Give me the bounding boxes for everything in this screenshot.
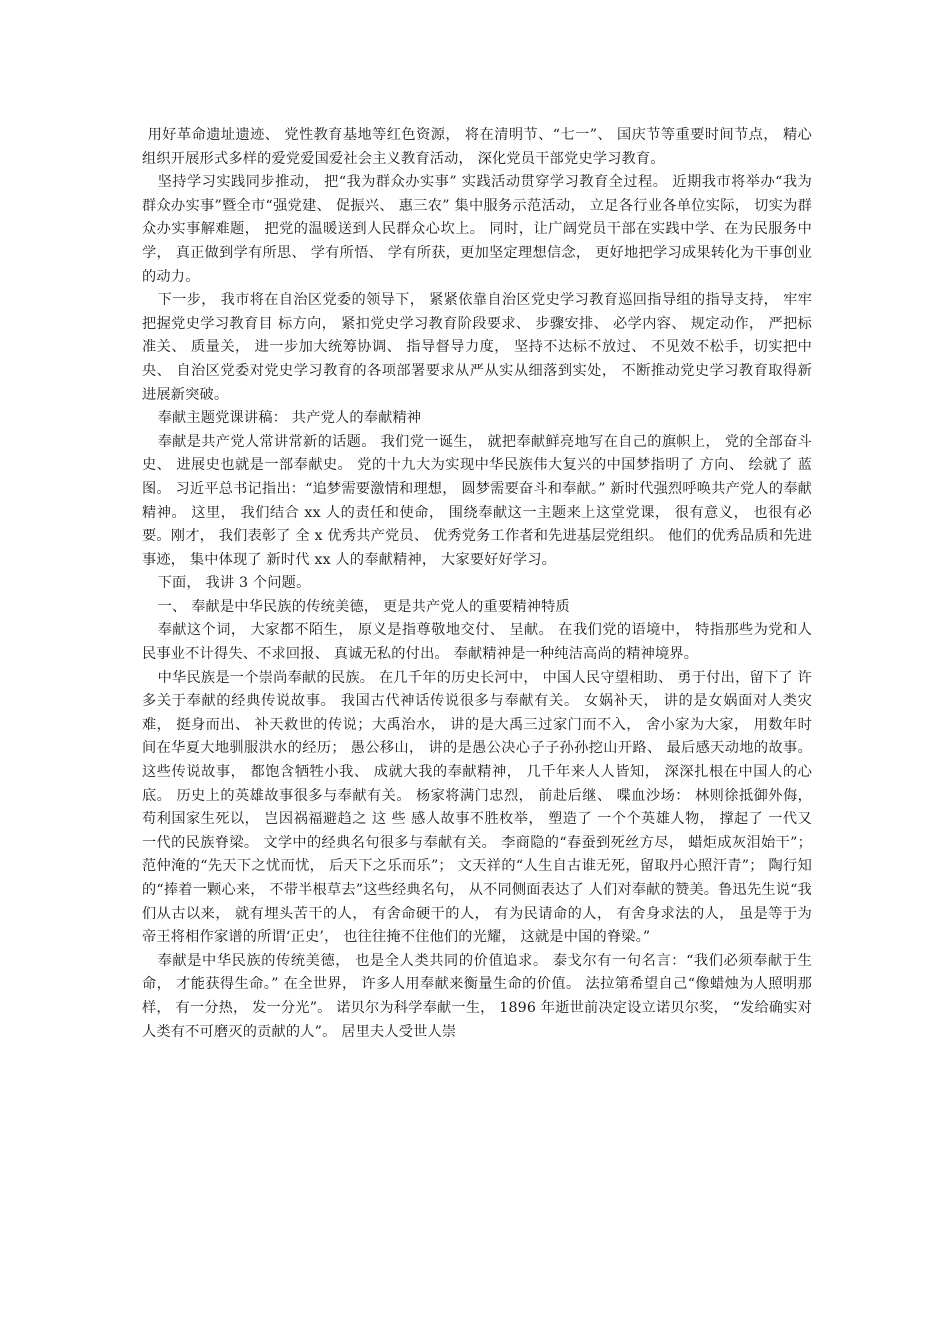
paragraph-learning-practice: 坚持学习实践同步推动， 把“我为群众办实事” 实践活动贯穿学习教育全过程。 近期我市将举办“我为群众办实事”暨全市“强党建、 促振兴、 惠三农” 集中服务示范活动， 立足各行业各单位实际， 切实为群众办实事解难题， 把党的温暖送到人民群众心坎上。 同时，让广阔党员干部在实践中学、在为民服务中学， 真正做到学有所思、 学有所悟、 学有所获，更加坚定理想信念， 更好地把学习成果转化为干事创业的动力。 xyxy=(142,174,812,285)
paragraph-next-steps: 下一步， 我市将在自治区党委的领导下， 紧紧依靠自治区党史学习教育巡回指导组的指导支持， 牢牢把握党史学习教育目 标方向， 紧扣党史学习教育阶段要求、 步骤安排、 必学内容、 规定动作， 严把标准关、 质量关， 进一步加大统筹协调、 指导督导力度， 坚持不达标不放过、 不见效不松手，切实把中央、 自治区党委对党史学习教育的各项部署要求从严从实从细落到实处， 不断推动党史学习教育取得新进展新突破。 xyxy=(142,292,812,403)
outline-intro: 下面， 我讲 3 个问题。 xyxy=(157,575,311,592)
paragraph-definition: 奉献这个词， 大家都不陌生， 原义是指尊敬地交付、 呈献。 在我们党的语境中， 特指那些为党和人民事业不计得失、不求回报、 真诚无私的付出。 奉献精神是一种纯洁高尚的精神境界。 xyxy=(142,622,812,663)
section-title: 奉献主题党课讲稿： 共产党人的奉献精神 xyxy=(157,410,422,427)
paragraph-chinese-tradition: 中华民族是一个崇尚奉献的民族。 在几千年的历史长河中， 中国人民守望相助、 勇于付出，留下了 许多关于奉献的经典传说故事。 我国古代神话传说很多与奉献有关。 女娲补天， 讲的是女娲面对人类灾难， 挺身而出、 补天救世的传说；大禹治水， 讲的是大禹三过家门而不入， 舍小家为大家， 用数年时间在华夏大地驯服洪水的经历； 愚公移山， 讲的是愚公决心子子孙孙挖山开路、 最后感天动地的故事。 这些传说故事， 都饱含牺牲小我、 成就大我的奉献精神， 几千年来人人皆知， 深深扎根在中国人的心底。 历史上的英雄故事很多与奉献有关。 杨家将满门忠烈， 前赴后继、 喋血沙场： 林则徐抵御外侮， 苟利国家生死以， 岂因祸福避趋之 这 些 感人故事不胜枚举， 塑造了 一个个英雄人物， 撑起了 一代又一代的民族脊梁。 文学中的经典名句很多与奉献有关。 李商隐的“春蚕到死丝方尽， 蜡炬成灰泪始干”；范仲淹的“先天下之忧而忧， 后天下之乐而乐”； 文天祥的“人生自古谁无死，留取丹心照汗青”； 陶行知的“捧着一颗心来， 不带半根草去”这些经典名句， 从不同侧面表达了 人们对奉献的赞美。鲁迅先生说“我们从古以来， 就有埋头苦干的人， 有舍命硬干的人， 有为民请命的人， 有舍身求法的人， 虽是等于为帝王将相作家谱的所谓‘正史’， 也往往掩不住他们的光耀， 这就是中国的脊梁。” xyxy=(142,669,812,946)
paragraph-dedication-intro: 奉献是共产党人常讲常新的话题。 我们党一诞生， 就把奉献鲜亮地写在自己的旗帜上， 党的全部奋斗史、 进展史也就是一部奉献史。 党的十九大为实现中华民族伟大复兴的中国梦指明了 方向、 绘就了 蓝图。 习近平总书记指出：“追梦需要激情和理想， 圆梦需要奋斗和奉献。” 新时代强烈呼唤共产党人的奉献精神。 这里， 我们结合 xx 人的责任和使命， 围绕奉献这一主题来上这堂党课， 很有意义， 也很有必要。刚才， 我们表彰了 全 x 优秀共产党员、 优秀党务工作者和先进基层党组织。 他们的优秀品质和先进事迹， 集中体现了 新时代 xx 人的奉献精神， 大家要好好学习。 xyxy=(142,433,812,568)
section-heading-1: 一、 奉献是中华民族的传统美德， 更是共产党人的重要精神特质 xyxy=(157,598,570,615)
paragraph-red-resources: 用好革命遗址遗迹、 党性教育基地等红色资源， 将在清明节、“七一”、 国庆节等重要时间节点， 精心组织开展形式多样的爱党爱国爱社会主义教育活动， 深化党员干部党史学习教育。 xyxy=(142,127,812,167)
document-body xyxy=(142,124,812,1044)
paragraph-universal-value: 奉献是中华民族的传统美德， 也是全人类共同的价值追求。 泰戈尔有一句名言：“我们必须奉献于生命， 才能获得生命。” 在全世界， 许多人用奉献来衡量生命的价值。 法拉第希望自己“像蜡烛为人照明那样， 有一分热， 发一分光”。 诺贝尔为科学奉献一生， 1896 年逝世前决定设立诺贝尔奖， “发给确实对人类有不可磨灭的贡献的人”。 居里夫人受世人崇 xyxy=(142,952,812,1040)
